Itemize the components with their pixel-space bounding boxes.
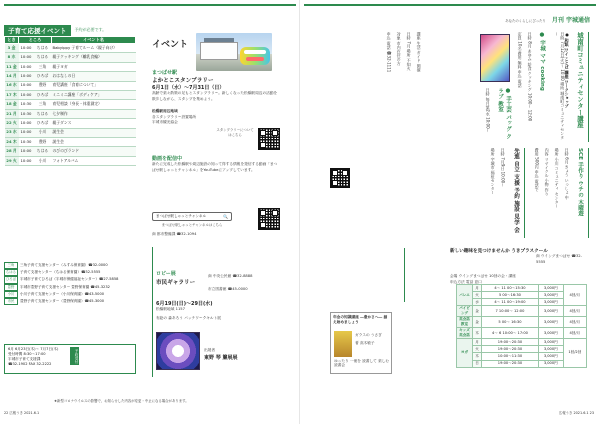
logo-band-2	[246, 57, 264, 61]
calendar-cell-place: ひろば	[34, 72, 52, 81]
uki-school-schedule	[456, 284, 587, 368]
schedule-time: 19:00〜20:30	[482, 346, 539, 353]
youtube-qr-code[interactable]	[258, 208, 280, 230]
community-center-title: 城南町コミュニティセンター講座	[576, 32, 584, 128]
schedule-group: ヨガ	[457, 339, 473, 367]
stamp-rally-area: 松橋駅周辺地域	[152, 109, 178, 113]
sce-title: SCE 手作り ウチの 木曜遊	[577, 148, 583, 217]
station-building	[200, 42, 238, 60]
schedule-fee: 3,000円	[538, 299, 563, 306]
calendar-cell-place: 豊野	[34, 81, 52, 90]
masthead	[505, 15, 590, 24]
col-header-event: イベント名	[52, 37, 136, 44]
calendar-cell-time: 10:00	[19, 128, 34, 137]
schedule-note: 4回/月	[563, 306, 586, 317]
location-tag: 三角	[4, 262, 18, 269]
right-page	[300, 0, 600, 424]
calendar-cell-place: 豊野	[34, 137, 52, 146]
midcol-1: 講座 生活 ガイド 開催	[416, 32, 422, 72]
midcol-3: 対象 市内在住の方	[396, 32, 402, 66]
location-tag: 市民	[4, 298, 18, 305]
location-tag: 小川	[4, 291, 18, 298]
schedule-note: 4回/月	[563, 328, 586, 339]
calendar-cell-place: ちはる	[34, 44, 52, 53]
schedule-group: パイピング	[457, 306, 473, 317]
right-qr-code[interactable]	[330, 168, 350, 188]
calendar-cell-time: 10:00	[19, 90, 34, 99]
calendar-cell-place: 三角	[34, 62, 52, 71]
schedule-day: 木	[473, 328, 482, 339]
book-author: 著 高木敏子	[355, 341, 375, 345]
top-rule-left	[4, 4, 296, 6]
calendar-cell-place: ちはる	[34, 53, 52, 62]
calendar-cell-event: おはなしの日	[52, 72, 136, 81]
location-item	[4, 269, 136, 276]
location-text: 宇城市豊野子育て支援センター 豊野保育園 ☎45-3232	[20, 284, 110, 289]
calendar-row	[5, 90, 136, 99]
location-tag: ひろば	[4, 276, 18, 283]
sce-desc-3: 内容 リサイクル 小物 作り	[544, 148, 550, 196]
youtube-channel-label: まつばせ駅しゃっとチャンネル	[156, 214, 207, 218]
calendar-row	[5, 53, 136, 62]
schedule-note: 1回/2回	[563, 339, 586, 367]
station-roof	[204, 38, 234, 42]
location-item	[4, 291, 136, 298]
calendar-cell-event: のびのびランド	[52, 147, 136, 156]
reservation-line-3: 宇城市子育て支援課	[8, 357, 41, 361]
qr-finder-bl	[332, 180, 338, 186]
location-item	[4, 298, 136, 305]
location-tag: 豊野	[4, 284, 18, 291]
schedule-row	[457, 339, 587, 346]
book-box-title: 年金の知識講座 ―豊かさへ― 揃え始めましょう	[333, 315, 388, 324]
calendar-cell-time: 10:00	[19, 72, 34, 81]
uki-school-contact: 商 ウイングまつばせ ☎32-5555	[536, 254, 582, 264]
gallery-date: 6月19日(日)〜29日(水)	[156, 301, 213, 307]
midcol-2: 日時 7月 場所 不知火	[406, 32, 412, 71]
calendar-row	[5, 100, 136, 109]
calendar-cell-event: 育児講座「食育について」	[52, 81, 136, 90]
calendar-row	[5, 44, 136, 53]
col6-rule	[404, 248, 405, 302]
calendar-cell-day: 16 水	[5, 81, 19, 90]
book-desc: ゆったり 一冊を 読書して 楽しむ 読書会	[334, 359, 390, 368]
qr-finder-tr	[342, 170, 348, 176]
schedule-row	[457, 285, 587, 292]
schedule-fee: 3,000円	[538, 360, 563, 367]
schedule-row	[457, 306, 587, 317]
uki-school-apply: 申込方法 電話 窓口	[450, 279, 482, 284]
gallery-title: 市民ギャラリー	[156, 280, 196, 286]
masthead-title: 月刊 宇城通信	[551, 17, 590, 24]
library-contact: 市立図書館 ☎45-0000	[208, 287, 248, 291]
calendar-cell-day: 29 火	[5, 156, 19, 165]
col1-rule	[588, 32, 589, 142]
calendar-cell-time: 10:00	[19, 53, 34, 62]
calendar-cell-day: 11 金	[5, 62, 19, 71]
location-tag: ちはる	[4, 269, 18, 276]
schedule-fee: 3,000円	[538, 328, 563, 339]
schedule-group: バレエ	[457, 285, 473, 306]
gallery-caption: 布絵の 森あろう パッチワークキルト展	[156, 316, 221, 320]
col5-rule	[524, 148, 525, 238]
calendar-cell-event: 誕生会	[52, 128, 136, 137]
calendar-cell-place: ちはる	[34, 109, 52, 118]
calendar-cell-time: 10:30	[19, 109, 34, 118]
quilt-photo	[156, 332, 200, 370]
schedule-time: 5 00〜 16:30	[482, 317, 539, 328]
calendar-row	[5, 137, 136, 146]
video-contact: 商 都市整備課 ☎32-1094	[152, 232, 197, 236]
qr-finder-tr	[272, 130, 278, 136]
stamp-rally-date: 6月1日（水）〜7月31日（日）	[152, 85, 225, 91]
community-desc: 日時 7月12日(火)〜 10:00 場所 城南町コミュニティセンター	[554, 32, 566, 140]
covid-notice: ★新型コロナウイルスの影響で、お知らせした内容が変更・中止になる場合があります。	[54, 399, 189, 403]
support-tour-title: 先進 自立 支援 予約 施設 見学 会	[513, 148, 519, 233]
calendar-row	[5, 62, 136, 71]
calendar-cell-event: 誕生会	[52, 137, 136, 146]
calendar-cell-day: 23 水	[5, 128, 19, 137]
gallery-divider	[152, 247, 153, 377]
stamp-rally-meta	[152, 109, 280, 126]
stamp-rally-label: まつばせ駅	[152, 70, 178, 76]
reservation-line-4: ☎32-1902 FAX 32-2222	[8, 362, 52, 366]
calendar-row	[5, 81, 136, 90]
stamp-info-label: スタンプラリーについてはこちら	[216, 128, 254, 137]
schedule-row	[457, 328, 587, 339]
cooking-title: ● 宇城 ママ cooking	[539, 32, 545, 91]
bag-club-title: ● 手工芸 バッグ クラブ 教室	[497, 88, 511, 140]
calendar-cell-day: 21 月	[5, 109, 19, 118]
stamp-rally-description: 高齢で楽々散策の足もとスタンプラリー。新しくなった松橋駅周辺の活動を散歩しながら、スタンプを集めよう。	[152, 91, 278, 101]
left-page-no: 22	[4, 411, 9, 415]
calendar-cell-day: 22 火	[5, 119, 19, 128]
calendar-header	[4, 26, 136, 34]
calendar-row	[5, 72, 136, 81]
search-icon: 🔍	[223, 214, 228, 219]
right-page-number	[559, 410, 594, 415]
calendar-cell-place: ちはる	[34, 147, 52, 156]
location-text: 豊野子育て支援センター（豊野保育園）☎45-3000	[20, 299, 105, 304]
location-text: 小川子育て支援センター（小川保育園）☎43-5000	[20, 291, 105, 296]
calendar-cell-day: 14 月	[5, 72, 19, 81]
calendar-cell-time: 10:30	[19, 100, 34, 109]
handicraft-photo	[480, 34, 510, 82]
uki-school	[450, 248, 590, 285]
stamp-info-link[interactable]	[216, 128, 256, 148]
sce-desc-1: 日時 6月 きょう いっしょ 中	[564, 148, 570, 200]
support-tour-desc: 日時 7月9日 10:00〜	[500, 148, 506, 188]
calendar-cell-event: フォトアルバム	[52, 156, 136, 165]
stamp-rally-qr-code[interactable]	[258, 128, 280, 150]
location-text: 子育て支援センター（ちはる保育園）☎32-5555	[20, 270, 101, 275]
schedule-group: キッズ英会話	[457, 328, 473, 339]
reservation-line-2: 受付時間 8:30〜17:00	[8, 352, 46, 356]
calendar-cell-day: 18 金	[5, 100, 19, 109]
qr-finder-bl	[260, 142, 266, 148]
reservation-line-1: 6月 6月23日(木)〜 7月7日(木)	[8, 347, 59, 351]
schedule-fee: 3,000円	[538, 285, 563, 292]
masthead-tagline: あなたのくらしにぴったり	[505, 19, 546, 23]
top-rule-right	[304, 4, 596, 6]
right-page-no: 23	[589, 411, 594, 415]
schedule-time: 5 00〜16:30	[482, 292, 539, 299]
schedule-fee: 3,000円	[538, 292, 563, 299]
col-header-date: とき	[5, 37, 19, 44]
schedule-day: 日	[473, 360, 482, 367]
event-calendar-table	[4, 36, 136, 166]
cooking-desc-2: 定員 10名 費用 無料 申込 電話	[517, 32, 523, 88]
video-item	[152, 155, 280, 173]
calendar-cell-time: 10:00	[19, 44, 34, 53]
events-heading: イベント	[152, 40, 189, 50]
calendar-cell-day: 3 金	[5, 44, 19, 53]
calendar-cell-place: 小川	[34, 128, 52, 137]
calendar-body	[5, 44, 136, 166]
schedule-day: 月	[473, 285, 482, 292]
calendar-cell-day: 28 月	[5, 147, 19, 156]
qr-finder-tl	[332, 170, 338, 176]
col-header-place: ところ	[19, 37, 52, 44]
midcol-4: 申込 電話 ☎32-1111	[386, 32, 392, 73]
schedule-fee: 3,000円	[538, 317, 563, 328]
stamp-rally-logo	[240, 47, 270, 65]
calendar-cell-event: 七夕制作	[52, 109, 136, 118]
schedule-note: 4回/月	[563, 317, 586, 328]
col4-rule	[588, 148, 589, 238]
calendar-subtitle: 予約が必要です。	[74, 27, 107, 32]
stamp-rally-title: よかとこスタンプラリー	[152, 78, 214, 84]
location-text: 三角子育て支援センター（みすみ保育園）☎32-0000	[20, 263, 108, 267]
calendar-cell-time: 10:00	[19, 81, 34, 90]
calendar-cell-time: 10:00	[19, 119, 34, 128]
gallery-contact: 商 中央公民館 ☎32-8888	[208, 274, 253, 278]
schedule-time: 4〜 11 00〜19:00	[482, 299, 539, 306]
calendar-cell-time: 10:30	[19, 137, 34, 146]
calendar-cell-event: 親子ヨガ	[52, 62, 136, 71]
qr-finder-tl	[260, 210, 266, 216]
calendar-cell-place: 三角	[34, 100, 52, 109]
calendar-cell-event: ミニミニ講座「ボディケア」	[52, 90, 136, 99]
schedule-day: 火	[473, 346, 482, 353]
location-text: 宇城市子育てひろば（宇城市保健福祉センター）☎27-5858	[20, 277, 119, 282]
qr-finder-tl	[260, 130, 266, 136]
calendar-cell-time: 10:00	[19, 62, 34, 71]
location-list	[4, 262, 136, 305]
book-title: ガラスの うさぎ	[355, 333, 382, 337]
calendar-cell-place: ひろば	[34, 90, 52, 99]
calendar-cell-event: Babyippy 子育てルーム（親子向け）	[52, 44, 136, 53]
location-item	[4, 284, 136, 291]
reservation-area	[4, 344, 136, 374]
schedule-day: 水	[473, 299, 482, 306]
schedule-fee: 3,000円	[538, 339, 563, 346]
schedule-body	[457, 285, 587, 368]
schedule-day: 金	[473, 317, 482, 328]
video-description: 新たに完成した松橋駅や周辺施設の知って得する情報を発信する動画「まつばせ駅しゃっとチャンネル」をYouTubeにアップしています。	[152, 162, 278, 172]
calendar-cell-event: 親子ダンス	[52, 119, 136, 128]
calendar-row	[5, 156, 136, 165]
uki-school-title: 新しい趣味を見つけませんか うきプラスクール	[450, 249, 548, 254]
schedule-time: 19:00〜20:30	[482, 339, 539, 346]
book-box	[330, 312, 392, 374]
schedule-group: 英会話教室	[457, 317, 473, 328]
sce-desc-2: 場所 小川 コミュニティ センター	[554, 148, 560, 208]
schedule-time: 4〜 11 00〜15:30	[482, 285, 539, 292]
calendar-cell-day: 8 水	[5, 53, 19, 62]
schedule-fee: 3,000円	[538, 353, 563, 360]
gallery-location: 松橋駅地域 1157	[156, 307, 185, 311]
schedule-time: 4〜 6 10:00〜 17:00	[482, 328, 539, 339]
stamp-rally-location: 各スタンプラリー設置場所	[152, 114, 197, 119]
schedule-day: 火	[473, 292, 482, 299]
bag-club-desc: 日時 毎月第2水 10:00〜	[485, 88, 491, 133]
calendar-row	[5, 119, 136, 128]
calendar-title: 子育て応援イベント	[4, 25, 71, 36]
calendar-cell-event: 親子クッキング（離乳食編）	[52, 53, 136, 62]
uki-school-location: 会場 ウイングまつばせ 10回の会・講座	[450, 274, 516, 278]
calendar-row	[5, 147, 136, 156]
book-cover	[334, 331, 352, 357]
schedule-day: 木	[473, 353, 482, 360]
logo-band	[244, 50, 266, 54]
calendar-cell-event: 育児相談（身長・体重測定）	[52, 100, 136, 109]
schedule-note: 4回/月	[563, 285, 586, 306]
calendar-cell-place: 小川	[34, 156, 52, 165]
schedule-time: 10:00〜11:30	[482, 353, 539, 360]
calendar-row	[5, 128, 136, 137]
calendar-cell-time: 10:00	[19, 156, 34, 165]
video-label: 動画を配信中	[152, 156, 183, 162]
sce-desc-4: 費用 500円 申込 電話で	[534, 148, 540, 192]
schedule-time: 19:00〜20:30	[482, 360, 539, 367]
schedule-day: 金	[473, 306, 482, 317]
support-tour-desc-2: 場所 宇城市 福祉センター	[490, 148, 496, 195]
right-page-pub: 広報うき 2021.6.1	[558, 411, 589, 415]
community-workshop: ● 和紙 ワイ ことば 講座 ワークショップ	[564, 32, 570, 108]
calendar-header-row	[5, 37, 136, 44]
gallery-artist-name: 東野 琴 簾展展	[204, 355, 238, 361]
schedule-fee: 3,000円	[538, 306, 563, 317]
schedule-time: 7 10:00〜 12:00	[482, 306, 539, 317]
station-photo	[196, 33, 272, 71]
schedule-fee: 3,000円	[538, 346, 563, 353]
schedule-day: 月	[473, 339, 482, 346]
youtube-caption: まつばせ駅しゃっとチャンネルはこちら	[161, 223, 223, 227]
calendar-cell-place: ひろば	[34, 119, 52, 128]
calendar-cell-day: 17 木	[5, 90, 19, 99]
location-item	[4, 262, 136, 269]
gallery-section-label: ロビー展	[156, 271, 176, 277]
stamp-rally-item	[152, 69, 280, 91]
qr-finder-bl	[260, 222, 266, 228]
cooking-desc: 日時 8月 あゆみ 給食 クッキング 10:00〜 12:00	[527, 32, 533, 122]
location-item	[4, 276, 136, 283]
left-page-number	[4, 410, 39, 415]
gallery-artist-label: 出展者	[204, 348, 216, 352]
calendar-row	[5, 109, 136, 118]
schedule-row	[457, 317, 587, 328]
stamp-rally-organizer: 宇城市観光協会	[152, 120, 178, 125]
calendar-cell-day: 24 木	[5, 137, 19, 146]
left-page-pub: 広報うき 2021.6.1	[9, 411, 40, 415]
qr-finder-tr	[272, 210, 278, 216]
reservation-flag: 予約受付	[70, 347, 79, 365]
youtube-channel-search[interactable]	[152, 212, 232, 221]
calendar-cell-time: 10:00	[19, 147, 34, 156]
